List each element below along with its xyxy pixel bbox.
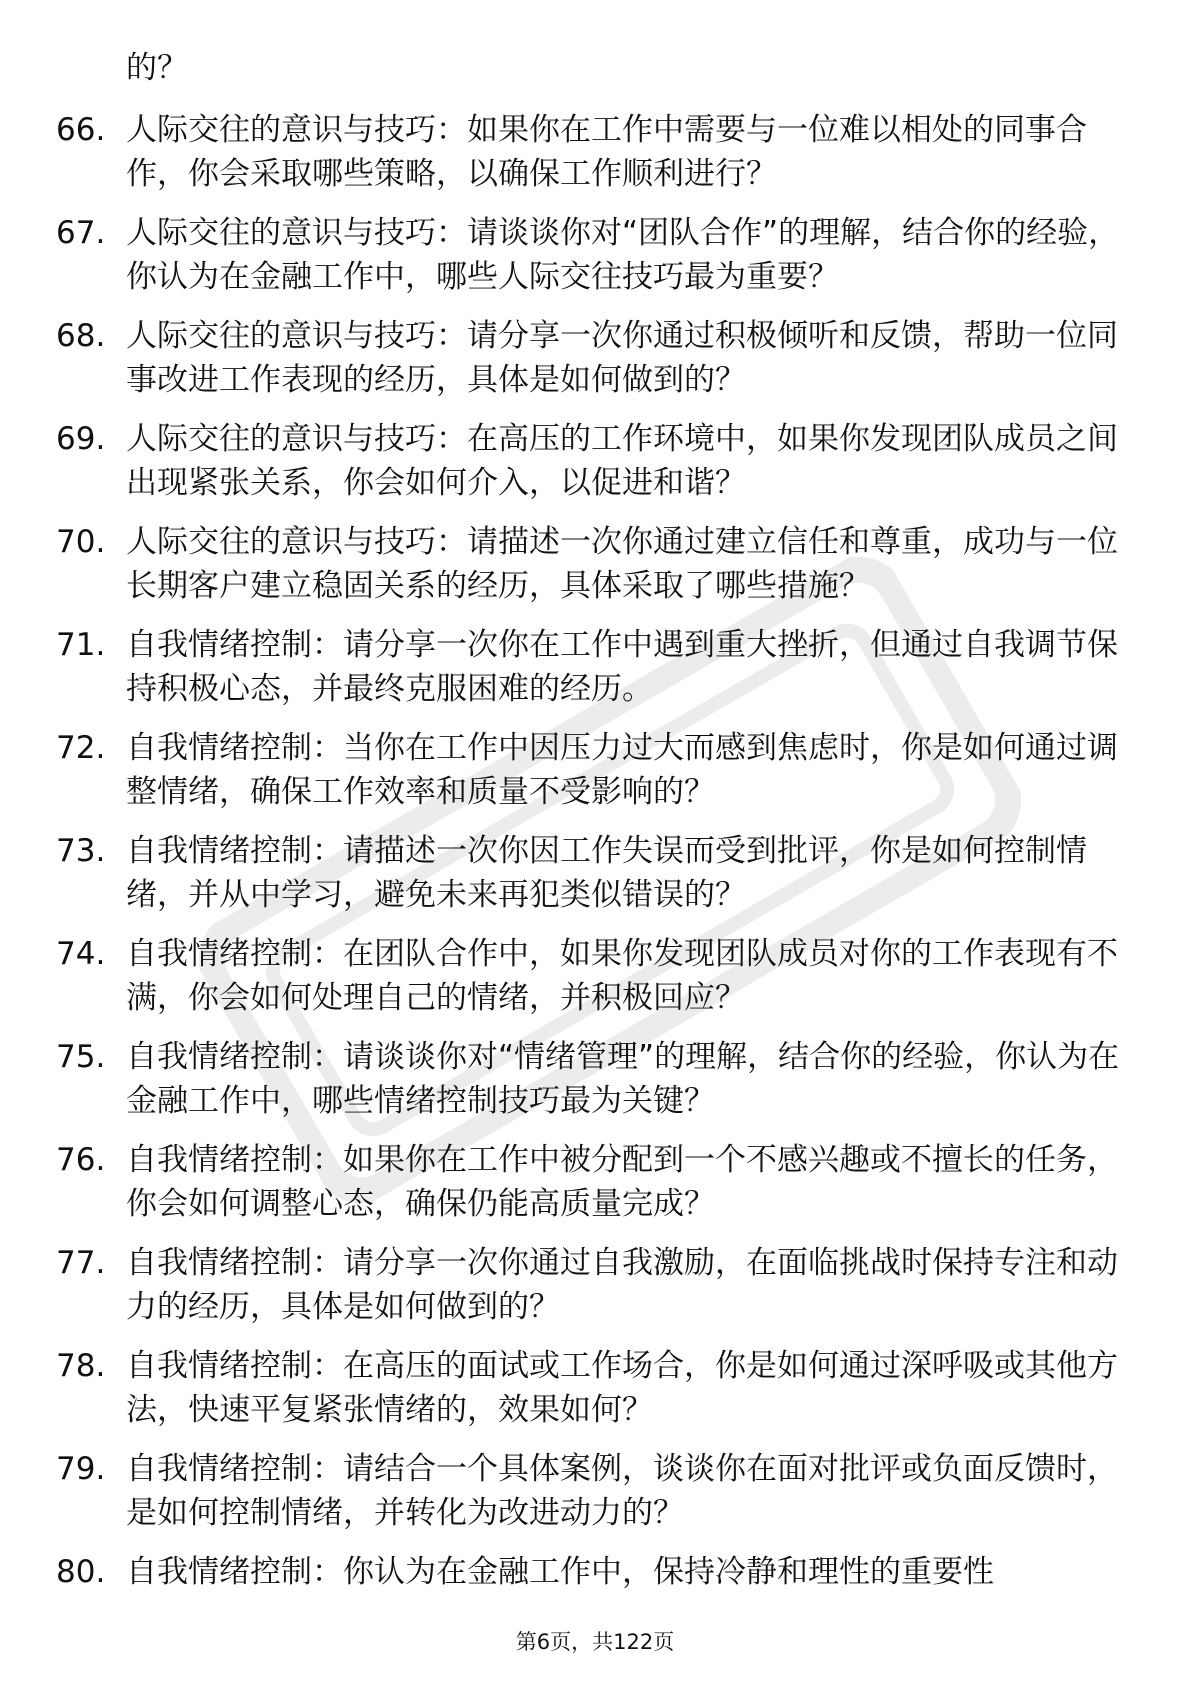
question-number: 80.: [56, 1554, 106, 1590]
question-number: 69.: [56, 421, 106, 457]
question-text: 人际交往的意识与技巧：如果你在工作中需要与一位难以相处的同事合作，你会采取哪些策略，以确保工作顺利进行？: [126, 112, 1087, 192]
question-item: [0, 1035, 1190, 1138]
question-list: [0, 108, 1190, 1653]
question-number: 66.: [56, 112, 106, 148]
question-text: 自我情绪控制：请分享一次你通过自我激励，在面临挑战时保持专注和动力的经历，具体是如何做到的？: [126, 1245, 1118, 1325]
continuation-text: 的？: [126, 50, 188, 86]
question-item: [0, 108, 1190, 211]
question-number: 76.: [56, 1142, 106, 1178]
question-number: 78.: [56, 1348, 106, 1384]
question-text: 自我情绪控制：请分享一次你在工作中遇到重大挫折，但通过自我调节保持积极心态，并最终克服困难的经历。: [126, 627, 1118, 707]
question-number: 71.: [56, 627, 106, 663]
question-text: 人际交往的意识与技巧：请描述一次你通过建立信任和尊重，成功与一位长期客户建立稳固关系的经历，具体采取了哪些措施？: [126, 524, 1118, 604]
question-number: 72.: [56, 730, 106, 766]
question-text: 自我情绪控制：在团队合作中，如果你发现团队成员对你的工作表现有不满，你会如何处理自己的情绪，并积极回应？: [126, 936, 1118, 1016]
question-text: 人际交往的意识与技巧：请谈谈你对“团队合作”的理解，结合你的经验，你认为在金融工作中，哪些人际交往技巧最为重要？: [126, 215, 1120, 295]
question-text: 自我情绪控制：当你在工作中因压力过大而感到焦虑时，你是如何通过调整情绪，确保工作效率和质量不受影响的？: [126, 730, 1118, 810]
question-item: [0, 1447, 1190, 1550]
question-item: [0, 1241, 1190, 1344]
question-number: 73.: [56, 833, 106, 869]
question-number: 68.: [56, 318, 106, 354]
question-text: 自我情绪控制：在高压的面试或工作场合，你是如何通过深呼吸或其他方法，快速平复紧张情绪的，效果如何？: [126, 1348, 1118, 1428]
question-item: [0, 932, 1190, 1035]
question-text: 自我情绪控制：你认为在金融工作中，保持冷静和理性的重要性: [126, 1554, 994, 1590]
question-text: 自我情绪控制：请谈谈你对“情绪管理”的理解，结合你的经验，你认为在金融工作中，哪些情绪控制技巧最为关键？: [126, 1039, 1120, 1119]
question-text: 自我情绪控制：请描述一次你因工作失误而受到批评，你是如何控制情绪，并从中学习，避免未来再犯类似错误的？: [126, 833, 1087, 913]
question-number: 70.: [56, 524, 106, 560]
question-item: [0, 417, 1190, 520]
question-item: [0, 314, 1190, 417]
question-item: [0, 1344, 1190, 1447]
question-text: 自我情绪控制：请结合一个具体案例，谈谈你在面对批评或负面反馈时，是如何控制情绪，并转化为改进动力的？: [126, 1451, 1118, 1531]
question-item: [0, 726, 1190, 829]
question-item: [0, 520, 1190, 623]
question-item: [0, 623, 1190, 726]
page-footer: 第6页，共122页: [515, 1630, 675, 1654]
question-number: 67.: [56, 215, 106, 251]
question-text: 自我情绪控制：如果你在工作中被分配到一个不感兴趣或不擅长的任务，你会如何调整心态，确保仍能高质量完成？: [126, 1142, 1118, 1222]
question-number: 77.: [56, 1245, 106, 1281]
question-item: [0, 1138, 1190, 1241]
question-number: 79.: [56, 1451, 106, 1487]
question-item: [0, 211, 1190, 314]
question-number: 74.: [56, 936, 106, 972]
question-item: [0, 829, 1190, 932]
question-text: 人际交往的意识与技巧：请分享一次你通过积极倾听和反馈，帮助一位同事改进工作表现的经历，具体是如何做到的？: [126, 318, 1118, 398]
question-text: 人际交往的意识与技巧：在高压的工作环境中，如果你发现团队成员之间出现紧张关系，你会如何介入，以促进和谐？: [126, 421, 1118, 501]
question-number: 75.: [56, 1039, 106, 1075]
